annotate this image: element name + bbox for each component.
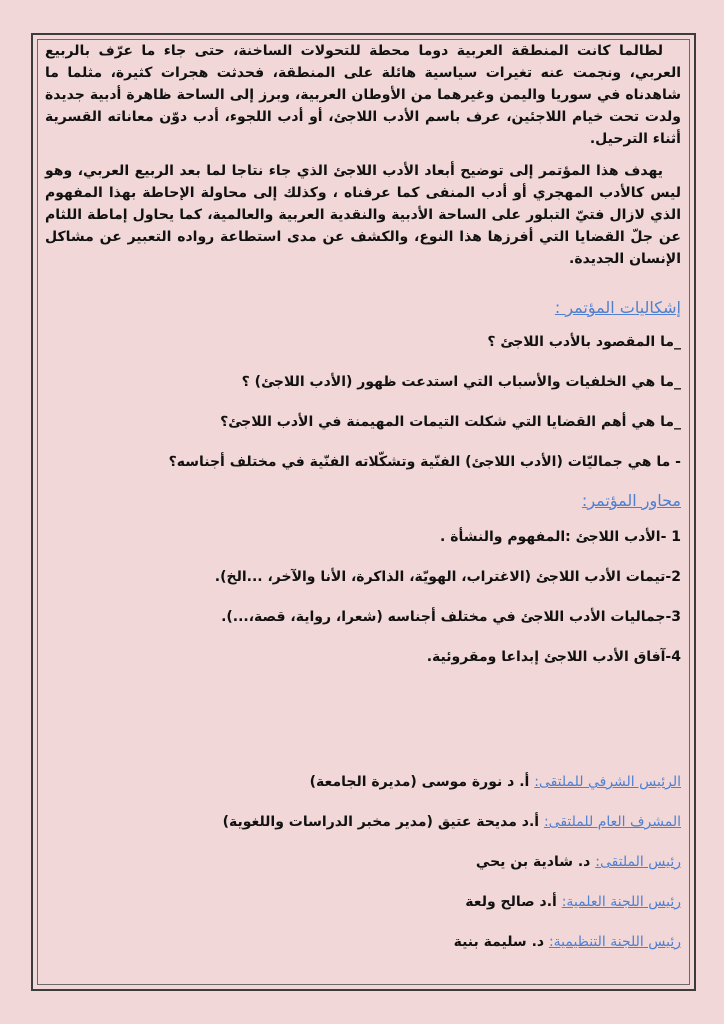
official-general-supervisor (45, 811, 681, 833)
intro-paragraph-1: لطالما كانت المنطقة العربية دوما محطة للتحولات الساخنة، حتى جاء ما عرّف بالربيع العربي، ونجمت عنه تغيرات سياسية هائلة على المنطقة، فحدثت هجرات كثيرة، مثلما ما شاهدناه في سوريا واليمن وغيرهما من الأوطان العربية، وبرز إلى الساحة ظاهرة أدبية جديدة ولدت تحت خيام اللاجئين، عرف باسم الأدب اللاجئ، أو أدب اللجوء، أدب دوّن معاناته القسرية أثناء الترحيل. (45, 43, 681, 147)
problematic-question: _ما هي أهم القضايا التي شكلت التيمات المهيمنة في الأدب اللاجئ؟ (220, 414, 681, 430)
official-organizing-committee-head (45, 931, 681, 953)
axis-item: 4-آفاق الأدب اللاجئ إبداعا ومقروئية. (426, 649, 681, 665)
official-name: أ. د نورة موسى (مديرة الجامعة) (309, 774, 535, 790)
axis-item: 3-جماليات الأدب اللاجئ في مختلف أجناسه (شعرا، رواية، قصة،...). (221, 609, 681, 625)
intro-paragraph-2: يهدف هذا المؤتمر إلى توضيح أبعاد الأدب اللاجئ الذي جاء نتاجا لما بعد الربيع العربي، وهو ليس كالأدب المهجري أو أدب المنفى كما عرفناه ، وكذلك إلى محاولة الإحاطة بهذا المفهوم الذي لازال فتيّ التبلور على الساحة الأدبية والنقدية العربية والعالمية، كما يحاول إماطة اللثام عن جلّ القضايا التي أفرزها هذا النوع، والكشف عن مدى استطاعة رواده التعبير عن مشاكل الإنسان الجديدة. (45, 163, 681, 267)
problematics-list (45, 331, 681, 473)
official-label: الرئيس الشرفي للملتقى: (534, 774, 681, 790)
official-label: رئيس الملتقى: (595, 854, 681, 870)
official-name: د. شادية بن يحي (475, 854, 596, 870)
axes-list (45, 526, 681, 668)
official-name: أ.د مديحة عتيق (مدير مخبر الدراسات واللغوية) (222, 814, 544, 830)
axis-item: 1 -الأدب اللاجئ :المفهوم والنشأة . (440, 529, 681, 545)
problematic-question: _ما المقصود بالأدب اللاجئ ؟ (487, 334, 681, 350)
official-name: أ.د صالح ولعة (465, 894, 562, 910)
official-label: رئيس اللجنة التنظيمية: (548, 934, 681, 950)
official-label: رئيس اللجنة العلمية: (561, 894, 681, 910)
problematic-question: _ما هي الخلفيات والأسباب التي استدعت ظهور (الأدب اللاجئ) ؟ (241, 374, 681, 390)
problematic-question: - ما هي جماليّات (الأدب اللاجئ) الفنّية وتشكّلاته الفنّية في مختلف أجناسه؟ (168, 454, 681, 470)
official-name: د. سليمة بنية (453, 934, 549, 950)
official-scientific-committee-head (45, 891, 681, 913)
officials-list (45, 771, 681, 971)
document-body (45, 40, 681, 668)
official-honorary-president (45, 771, 681, 793)
problematics-heading: إشكاليات المؤتمر : (554, 298, 681, 317)
axes-heading: محاور المؤتمر: (581, 491, 681, 510)
axis-item: 2-تيمات الأدب اللاجئ (الاغتراب، الهويّة، الذاكرة، الأنا والآخر، ...الخ). (214, 569, 681, 585)
official-conference-president (45, 851, 681, 873)
official-label: المشرف العام للملتقى: (543, 814, 681, 830)
